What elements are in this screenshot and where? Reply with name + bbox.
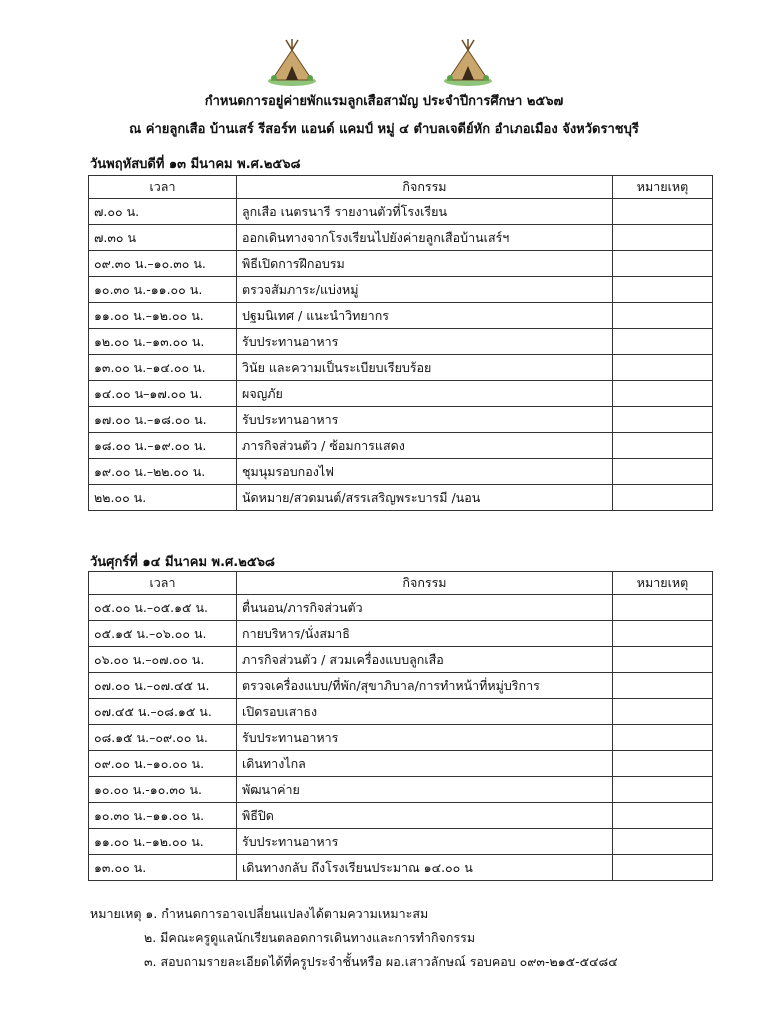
activity-cell: ตื่นนอน/ภารกิจส่วนตัว: [237, 595, 613, 621]
remark-cell: [613, 777, 713, 803]
table-row: [89, 777, 713, 803]
remark-cell: [613, 251, 713, 277]
activity-cell: ผจญภัย: [237, 381, 613, 407]
activity-cell: ตรวจสัมภาระ/แบ่งหมู่: [237, 277, 613, 303]
note-line: ๒. มีคณะครูดูแลนักเรียนตลอดการเดินทางและการทำกิจกรรม: [144, 930, 476, 945]
table-header-row: [89, 176, 713, 199]
time-cell: ๑๐.๓๐ น.–๑๑.๐๐ น.: [89, 803, 237, 829]
table-row: [89, 647, 713, 673]
time-cell: ๑๙.๐๐ น.–๒๒.๐๐ น.: [89, 459, 237, 485]
remark-cell: [613, 751, 713, 777]
notes-section: [90, 902, 618, 974]
activity-cell: ภารกิจส่วนตัว / ซ้อมการแสดง: [237, 433, 613, 459]
time-cell: ๐๗.๐๐ น.–๐๗.๔๕ น.: [89, 673, 237, 699]
time-cell: ๐๙.๓๐ น.–๑๐.๓๐ น.: [89, 251, 237, 277]
table-row: [89, 251, 713, 277]
activity-cell: เดินทางกลับ ถึงโรงเรียนประมาณ ๑๔.๐๐ น: [237, 855, 613, 881]
note-line: ๓. สอบถามรายละเอียดได้ที่ครูประจำชั้นหรือ ผอ.เสาวลักษณ์ รอบคอบ ๐๙๓-๒๑๕-๕๔๘๔: [144, 954, 618, 969]
activity-cell: เดินทางไกล: [237, 751, 613, 777]
column-header-remark: หมายเหตุ: [613, 176, 713, 199]
activity-cell: รับประทานอาหาร: [237, 329, 613, 355]
activity-cell: ภารกิจส่วนตัว / สวมเครื่องแบบลูกเสือ: [237, 647, 613, 673]
scout-tent-icon: [264, 38, 320, 88]
table-row: [89, 225, 713, 251]
day2-heading: วันศุกร์ที่ ๑๔ มีนาคม พ.ศ.๒๕๖๘: [90, 555, 275, 570]
activity-cell: กายบริหาร/นั่งสมาธิ: [237, 621, 613, 647]
activity-cell: ปฐมนิเทศ / แนะนำวิทยากร: [237, 303, 613, 329]
remark-cell: [613, 829, 713, 855]
time-cell: ๐๕.๐๐ น.–๐๕.๑๕ น.: [89, 595, 237, 621]
column-header-activity: กิจกรรม: [237, 572, 613, 595]
time-cell: ๐๖.๐๐ น.–๐๗.๐๐ น.: [89, 647, 237, 673]
day1-heading: วันพฤหัสบดีที่ ๑๓ มีนาคม พ.ศ.๒๕๖๘: [90, 157, 301, 172]
remark-cell: [613, 355, 713, 381]
column-header-activity: กิจกรรม: [237, 176, 613, 199]
table-row: [89, 829, 713, 855]
day2-schedule-table: [88, 571, 713, 881]
time-cell: ๗.๐๐ น.: [89, 199, 237, 225]
table-row: [89, 673, 713, 699]
remark-cell: [613, 433, 713, 459]
activity-cell: รับประทานอาหาร: [237, 829, 613, 855]
remark-cell: [613, 303, 713, 329]
remark-cell: [613, 803, 713, 829]
table-row: [89, 725, 713, 751]
remark-cell: [613, 459, 713, 485]
table-row: [89, 803, 713, 829]
remark-cell: [613, 381, 713, 407]
activity-cell: พัฒนาค่าย: [237, 777, 613, 803]
time-cell: ๑๐.๓๐ น.-๑๑.๐๐ น.: [89, 277, 237, 303]
table-row: [89, 699, 713, 725]
remark-cell: [613, 485, 713, 511]
table-row: [89, 329, 713, 355]
time-cell: ๑๑.๐๐ น.–๑๒.๐๐ น.: [89, 303, 237, 329]
table-row: [89, 381, 713, 407]
time-cell: ๑๐.๐๐ น.-๑๐.๓๐ น.: [89, 777, 237, 803]
activity-cell: วินัย และความเป็นระเบียบเรียบร้อย: [237, 355, 613, 381]
activity-cell: รับประทานอาหาร: [237, 725, 613, 751]
table-row: [89, 407, 713, 433]
time-cell: ๑๗.๐๐ น.–๑๘.๐๐ น.: [89, 407, 237, 433]
document-title: กำหนดการอยู่ค่ายพักแรมลูกเสือสามัญ ประจำปีการศึกษา ๒๕๖๗: [204, 94, 564, 109]
table-row: [89, 303, 713, 329]
activity-cell: รับประทานอาหาร: [237, 407, 613, 433]
remark-cell: [613, 855, 713, 881]
table-header-row: [89, 572, 713, 595]
time-cell: ๒๒.๐๐ น.: [89, 485, 237, 511]
time-cell: ๗.๓๐ น: [89, 225, 237, 251]
time-cell: ๑๓.๐๐ น.: [89, 855, 237, 881]
activity-cell: ตรวจเครื่องแบบ/ที่พัก/สุขาภิบาล/การทำหน้าที่หมู่บริการ: [237, 673, 613, 699]
table-row: [89, 433, 713, 459]
activity-cell: พิธีปิด: [237, 803, 613, 829]
column-header-time: เวลา: [89, 572, 237, 595]
table-row: [89, 277, 713, 303]
time-cell: ๑๓.๐๐ น.–๑๔.๐๐ น.: [89, 355, 237, 381]
table-row: [89, 355, 713, 381]
time-cell: ๐๕.๑๕ น.–๐๖.๐๐ น.: [89, 621, 237, 647]
time-cell: ๑๔.๐๐ น–๑๗.๐๐ น.: [89, 381, 237, 407]
table-row: [89, 621, 713, 647]
table-row: [89, 751, 713, 777]
remark-cell: [613, 407, 713, 433]
activity-cell: นัดหมาย/สวดมนต์/สรรเสริญพระบารมี /นอน: [237, 485, 613, 511]
column-header-time: เวลา: [89, 176, 237, 199]
document-subtitle: ณ ค่ายลูกเสือ บ้านเสร์ รีสอร์ท แอนด์ แคมป์ หมู่ ๔ ตำบลเจดีย์หัก อำเภอเมือง จังหวัดราชบุรี: [129, 122, 639, 137]
remark-cell: [613, 673, 713, 699]
note-line: หมายเหตุ ๑. กำหนดการอาจเปลี่ยนแปลงได้ตามความเหมาะสม: [90, 906, 429, 921]
table-row: [89, 855, 713, 881]
time-cell: ๐๗.๔๕ น.–๐๘.๑๕ น.: [89, 699, 237, 725]
time-cell: ๑๘.๐๐ น.–๑๙.๐๐ น.: [89, 433, 237, 459]
scout-tent-icon: [440, 38, 496, 88]
time-cell: ๑๑.๐๐ น.–๑๒.๐๐ น.: [89, 829, 237, 855]
time-cell: ๐๘.๑๕ น.–๐๙.๐๐ น.: [89, 725, 237, 751]
activity-cell: เปิดรอบเสาธง: [237, 699, 613, 725]
remark-cell: [613, 595, 713, 621]
activity-cell: ลูกเสือ เนตรนารี รายงานตัวที่โรงเรียน: [237, 199, 613, 225]
time-cell: ๑๒.๐๐ น.–๑๓.๐๐ น.: [89, 329, 237, 355]
activity-cell: พิธีเปิดการฝึกอบรม: [237, 251, 613, 277]
day1-schedule-table: [88, 175, 713, 511]
remark-cell: [613, 199, 713, 225]
column-header-remark: หมายเหตุ: [613, 572, 713, 595]
remark-cell: [613, 725, 713, 751]
activity-cell: ออกเดินทางจากโรงเรียนไปยังค่ายลูกเสือบ้านเสร์ฯ: [237, 225, 613, 251]
remark-cell: [613, 647, 713, 673]
remark-cell: [613, 699, 713, 725]
remark-cell: [613, 329, 713, 355]
remark-cell: [613, 277, 713, 303]
table-row: [89, 595, 713, 621]
table-row: [89, 459, 713, 485]
time-cell: ๐๙.๐๐ น.–๑๐.๐๐ น.: [89, 751, 237, 777]
remark-cell: [613, 225, 713, 251]
table-row: [89, 199, 713, 225]
table-row: [89, 485, 713, 511]
remark-cell: [613, 621, 713, 647]
activity-cell: ชุมนุมรอบกองไฟ: [237, 459, 613, 485]
